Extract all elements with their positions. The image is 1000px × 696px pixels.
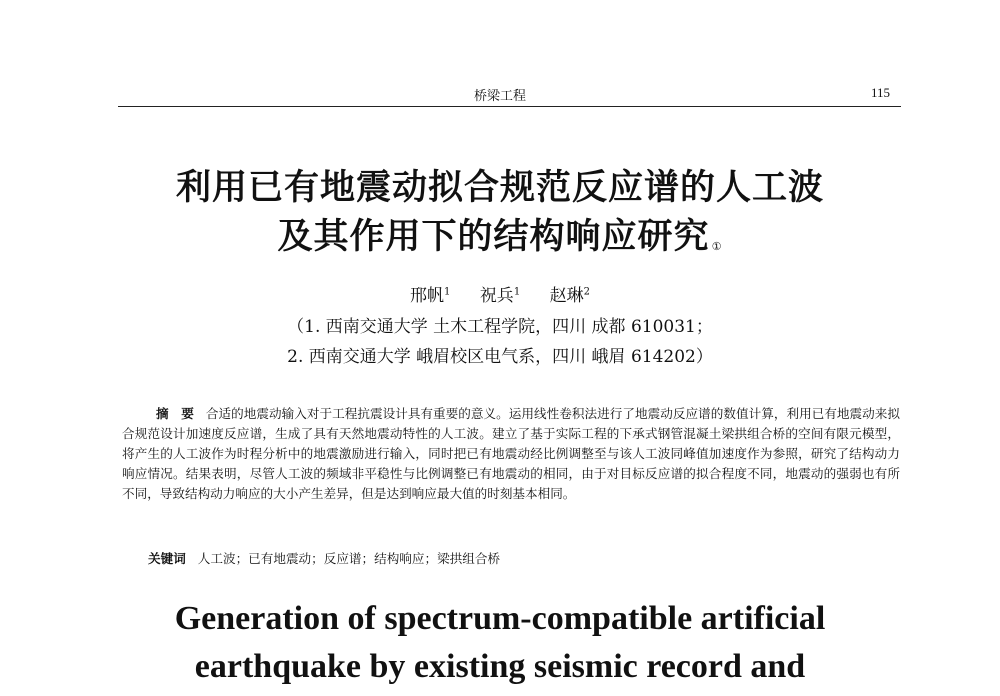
affiliation-line-1: （1. 西南交通大学 土木工程学院，四川 成都 610031； [287,317,713,337]
keywords [148,548,500,567]
title-line-2 [0,209,1000,259]
affiliation-line-2: 2. 西南交通大学 峨眉校区电气系，四川 峨眉 614202） [287,347,713,367]
abstract-label: 摘 要 [156,406,194,421]
author-list [0,281,1000,306]
title-line-1: 利用已有地震动拟合规范反应谱的人工波 [175,168,824,208]
running-header-journal: 桥梁工程 [473,89,526,104]
author-affiliation-mark: 1 [513,286,521,298]
abstract-text: 合适的地震动输入对于工程抗震设计具有重要的意义。运用线性卷积法进行了地震动反应谱的数值计算，利用已有地震动来拟合规范设计加速度反应谱，生成了具有天然地震动特性的人工波。建立了基于实际工程的下承式钢管混凝土梁拱组合桥的空间有限元模型，将产生的人工波作为时程分析中的地震激励进行输入，同时把已有地震动经比例调整至与该人工波同峰值加速度作为参照，研究了结构动力响应情况。结果表明，尽管人工波的频域非平稳性与比例调整已有地震动的相同，由于对目标反应谱的拟合程度不同，地震动的强弱也有所不同，导致结构动力响应的大小产生差异，但是达到响应最大值的时刻基本相同。 [122,406,901,501]
keywords-text: 人工波；已有地震动；反应谱；结构响应；梁拱组合桥 [197,551,501,566]
author-name: 祝兵 [479,286,514,306]
abstract [122,404,900,504]
author [410,286,450,306]
title-line-2-text: 及其作用下的结构响应研究 [277,217,710,257]
author [480,286,520,306]
keywords-label: 关键词 [148,551,186,566]
author-affiliation-mark: 1 [444,286,451,298]
header-rule [118,106,901,107]
english-title-line-1: Generation of spectrum-compatible artificial [174,600,826,637]
page-number: 115 [871,85,891,100]
title-footnote-mark: ① [711,240,723,253]
author-affiliation-mark: 2 [583,286,590,298]
author-name: 邢帆 [410,286,445,306]
author [550,286,590,306]
author-name: 赵琳 [549,286,584,306]
english-title-line-2: earthquake by existing seismic record and [194,648,806,685]
